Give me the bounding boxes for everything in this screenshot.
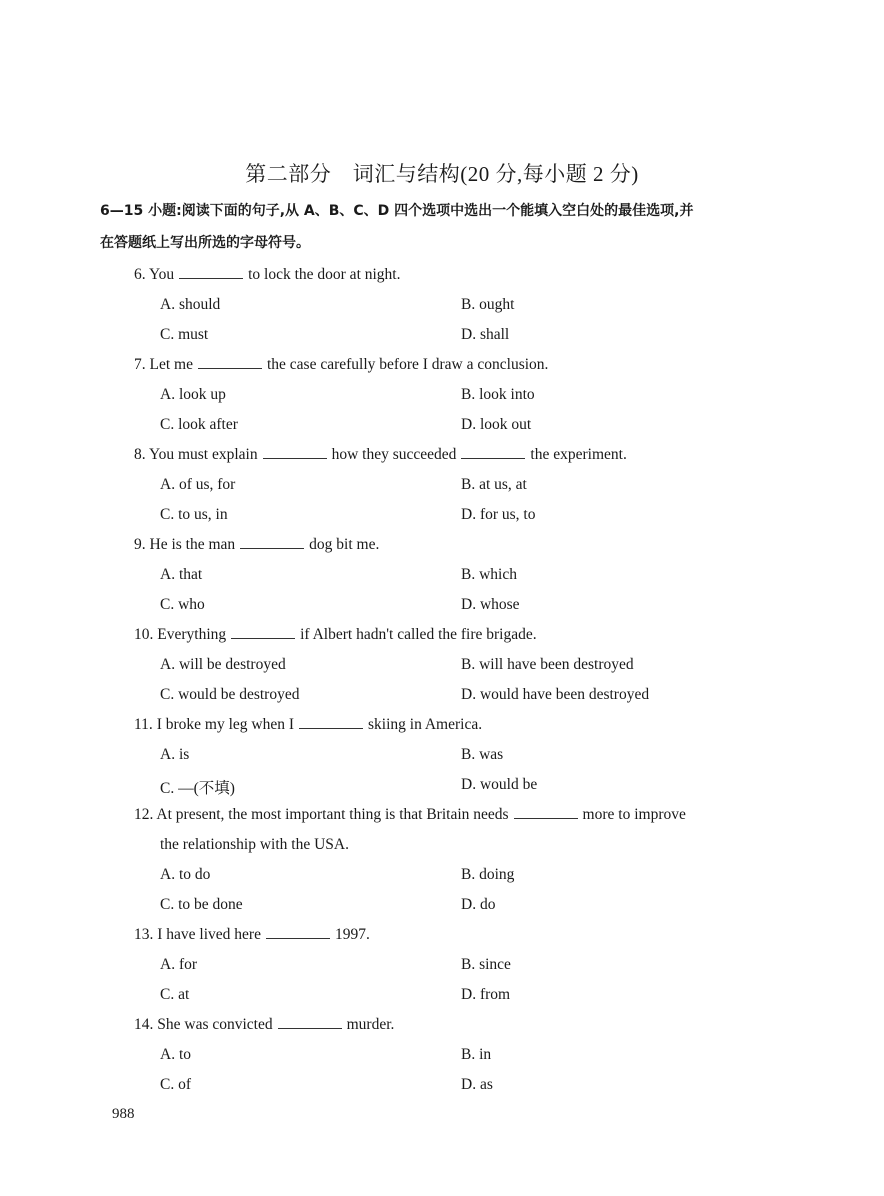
answer-blank bbox=[231, 626, 295, 639]
instruction-line-2: 在答题纸上写出所选的字母符号。 bbox=[100, 235, 310, 251]
option-d: D. from bbox=[461, 986, 511, 1003]
answer-blank bbox=[179, 266, 243, 279]
question-9: 9. He is the man dog bit me. bbox=[134, 536, 380, 553]
option-d: D. shall bbox=[461, 326, 510, 343]
option-b: B. look into bbox=[461, 386, 535, 403]
page-number: 988 bbox=[112, 1106, 135, 1122]
answer-blank bbox=[198, 356, 262, 369]
option-d: D. look out bbox=[461, 416, 532, 433]
option-d: D. for us, to bbox=[461, 506, 536, 523]
option-c: C. who bbox=[160, 596, 205, 613]
option-b: B. in bbox=[461, 1046, 492, 1063]
question-14: 14. She was convicted murder. bbox=[134, 1016, 395, 1033]
question-12: 12. At present, the most important thing is that Britain needs more to improve bbox=[134, 806, 686, 823]
option-a: A. will be destroyed bbox=[160, 656, 286, 673]
option-c: C. to us, in bbox=[160, 506, 228, 523]
option-b: B. doing bbox=[461, 866, 515, 883]
question-6: 6. You to lock the door at night. bbox=[134, 266, 401, 283]
option-b: B. was bbox=[461, 746, 504, 763]
answer-blank bbox=[461, 446, 525, 459]
question-10: 10. Everything if Albert hadn't called the fire brigade. bbox=[134, 626, 537, 643]
option-b: B. since bbox=[461, 956, 511, 973]
option-b: B. will have been destroyed bbox=[461, 656, 634, 673]
question-11: 11. I broke my leg when I skiing in America. bbox=[134, 716, 483, 733]
option-a: A. to do bbox=[160, 866, 211, 883]
question-12-continuation: the relationship with the USA. bbox=[160, 836, 349, 853]
question-7: 7. Let me the case carefully before I draw a conclusion. bbox=[134, 356, 549, 373]
answer-blank bbox=[266, 926, 330, 939]
instruction-line-1: 6—15 小题:阅读下面的句子,从 A、B、C、D 四个选项中选出一个能填入空白处的最佳选项,并 bbox=[100, 203, 694, 219]
option-d: D. as bbox=[461, 1076, 493, 1093]
option-a: A. to bbox=[160, 1046, 191, 1063]
option-c: C. must bbox=[160, 326, 209, 343]
option-c: C. at bbox=[160, 986, 190, 1003]
option-c: C. of bbox=[160, 1076, 191, 1093]
option-a: A. look up bbox=[160, 386, 226, 403]
option-a: A. that bbox=[160, 566, 203, 583]
option-c: C. look after bbox=[160, 416, 238, 433]
answer-blank bbox=[263, 446, 327, 459]
answer-blank bbox=[278, 1016, 342, 1029]
option-a: A. is bbox=[160, 746, 190, 763]
option-a: A. of us, for bbox=[160, 476, 236, 493]
option-c: C. —(不填) bbox=[160, 780, 235, 797]
section-title: 第二部分 词汇与结构(20 分,每小题 2 分) bbox=[245, 162, 639, 186]
answer-blank bbox=[240, 536, 304, 549]
option-b: B. ought bbox=[461, 296, 515, 313]
option-c: C. to be done bbox=[160, 896, 243, 913]
question-13: 13. I have lived here 1997. bbox=[134, 926, 370, 943]
option-d: D. would be bbox=[461, 776, 538, 793]
option-b: B. which bbox=[461, 566, 517, 583]
option-a: A. for bbox=[160, 956, 198, 973]
option-a: A. should bbox=[160, 296, 221, 313]
answer-blank bbox=[514, 806, 578, 819]
question-8: 8. You must explain how they succeeded the experiment. bbox=[134, 446, 627, 463]
option-b: B. at us, at bbox=[461, 476, 527, 493]
answer-blank bbox=[299, 716, 363, 729]
option-d: D. would have been destroyed bbox=[461, 686, 650, 703]
option-c: C. would be destroyed bbox=[160, 686, 300, 703]
option-d: D. do bbox=[461, 896, 496, 913]
option-d: D. whose bbox=[461, 596, 520, 613]
